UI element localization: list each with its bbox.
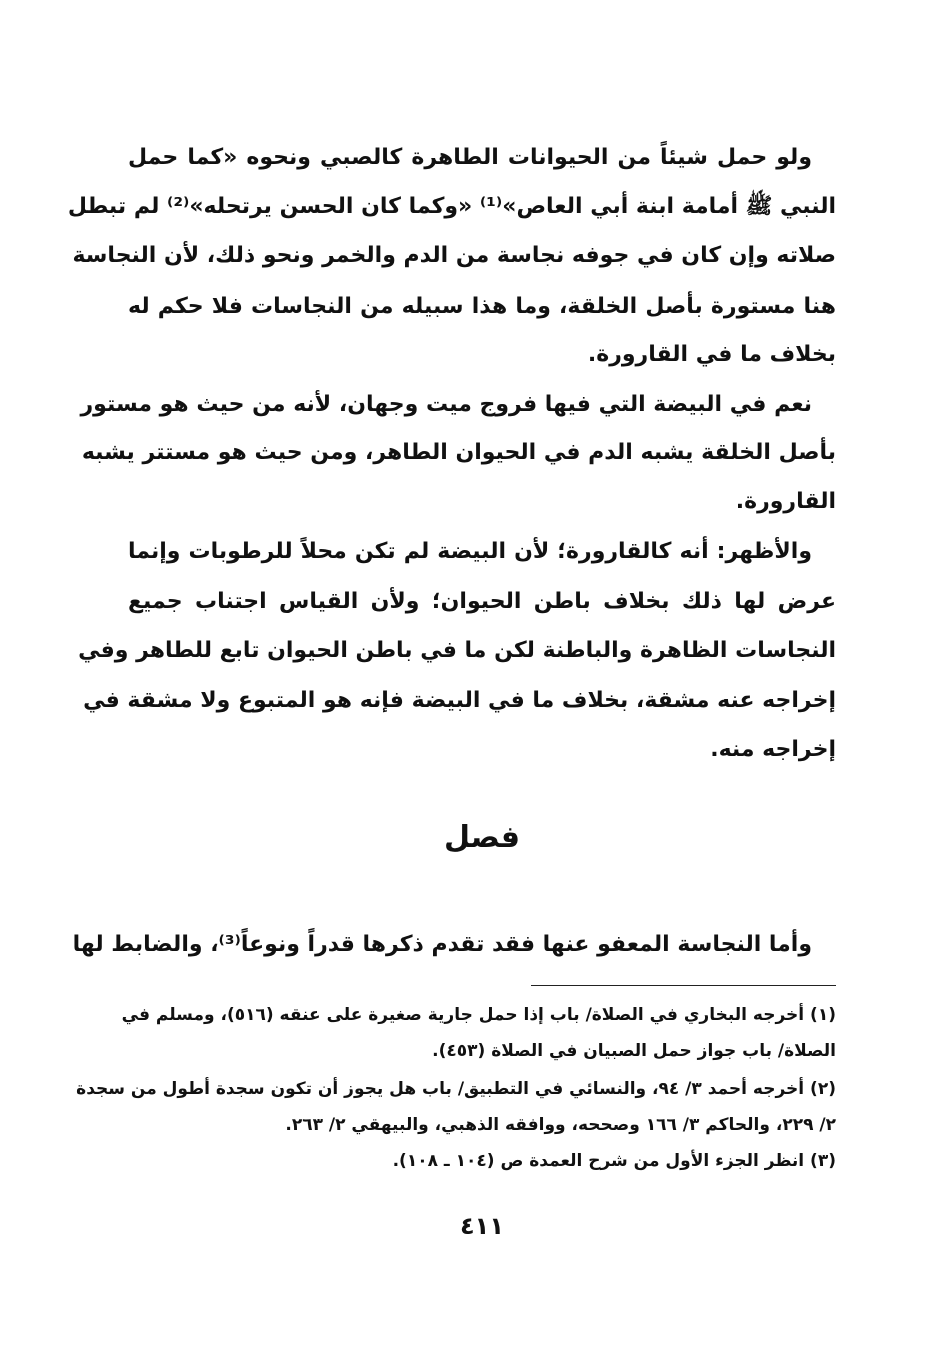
body-line: بأصل الخلقة يشبه الدم في الحيوان الطاهر، ومن حيث هو مستتر يشبه <box>81 440 836 465</box>
body-line: وأما النجاسة المعفو عنها فقد تقدم ذكرها قدراً ونوعاً⁽³⁾، والضابط لها <box>72 932 812 957</box>
body-line: هنا مستورة بأصل الخلقة، وما هذا سبيله من النجاسات فلا حكم له <box>128 294 836 319</box>
section-heading-text: فصل <box>444 820 520 855</box>
footnote: (٢) أخرجه أحمد ٣/ ٩٤، والنسائي في التطبيق/ باب هل يجوز أن تكون سجدة أطول من سجدة <box>76 1079 836 1099</box>
footnote-separator <box>531 985 836 986</box>
body-line: إخراجه عنه مشقة، بخلاف ما في البيضة فإنه هو المتبوع ولا مشقة في <box>83 688 836 713</box>
body-line: والأظهر: أنه كالقارورة؛ لأن البيضة لم تكن محلاً للرطوبات وإنما <box>128 539 812 564</box>
body-line: عرض لها ذلك بخلاف باطن الحيوان؛ ولأن القياس اجتناب جميع <box>128 589 836 614</box>
section-heading <box>128 820 836 855</box>
body-line: ولو حمل شيئاً من الحيوانات الطاهرة كالصبي ونحوه «كما حمل <box>128 145 812 170</box>
body-line: القارورة. <box>735 489 836 514</box>
body-line: نعم في البيضة التي فيها فروج ميت وجهان، لأنه من حيث هو مستور <box>80 392 812 417</box>
footnote: (١) أخرجه البخاري في الصلاة/ باب إذا حمل جارية صغيرة على عنقه (٥١٦)، ومسلم في <box>121 1005 836 1025</box>
body-line: النجاسات الظاهرة والباطنة لكن ما في باطن الحيوان تابع للطاهر وفي <box>78 638 836 663</box>
body-line: بخلاف ما في القارورة. <box>587 342 836 367</box>
footnote: الصلاة/ باب جواز حمل الصبيان في الصلاة (٤٥٣). <box>432 1041 836 1061</box>
footnote: (٣) انظر الجزء الأول من شرح العمدة ص (١٠٤ ـ ١٠٨). <box>392 1151 836 1171</box>
body-line: النبي ﷺ أمامة ابنة أبي العاص»⁽¹⁾ «وكما كان الحسن يرتحله»⁽²⁾ لم تبطل <box>67 194 836 219</box>
footnote: ٢/ ٢٢٩، والحاكم ٣/ ١٦٦ وصححه، ووافقه الذهبي، والبيهقي ٢/ ٢٦٣. <box>285 1115 836 1135</box>
body-line: صلاته وإن كان في جوفه نجاسة من الدم والخمر ونحو ذلك، لأن النجاسة <box>72 243 836 268</box>
page-number: ٤١١ <box>460 1212 504 1240</box>
body-line: إخراجه منه. <box>710 737 836 762</box>
